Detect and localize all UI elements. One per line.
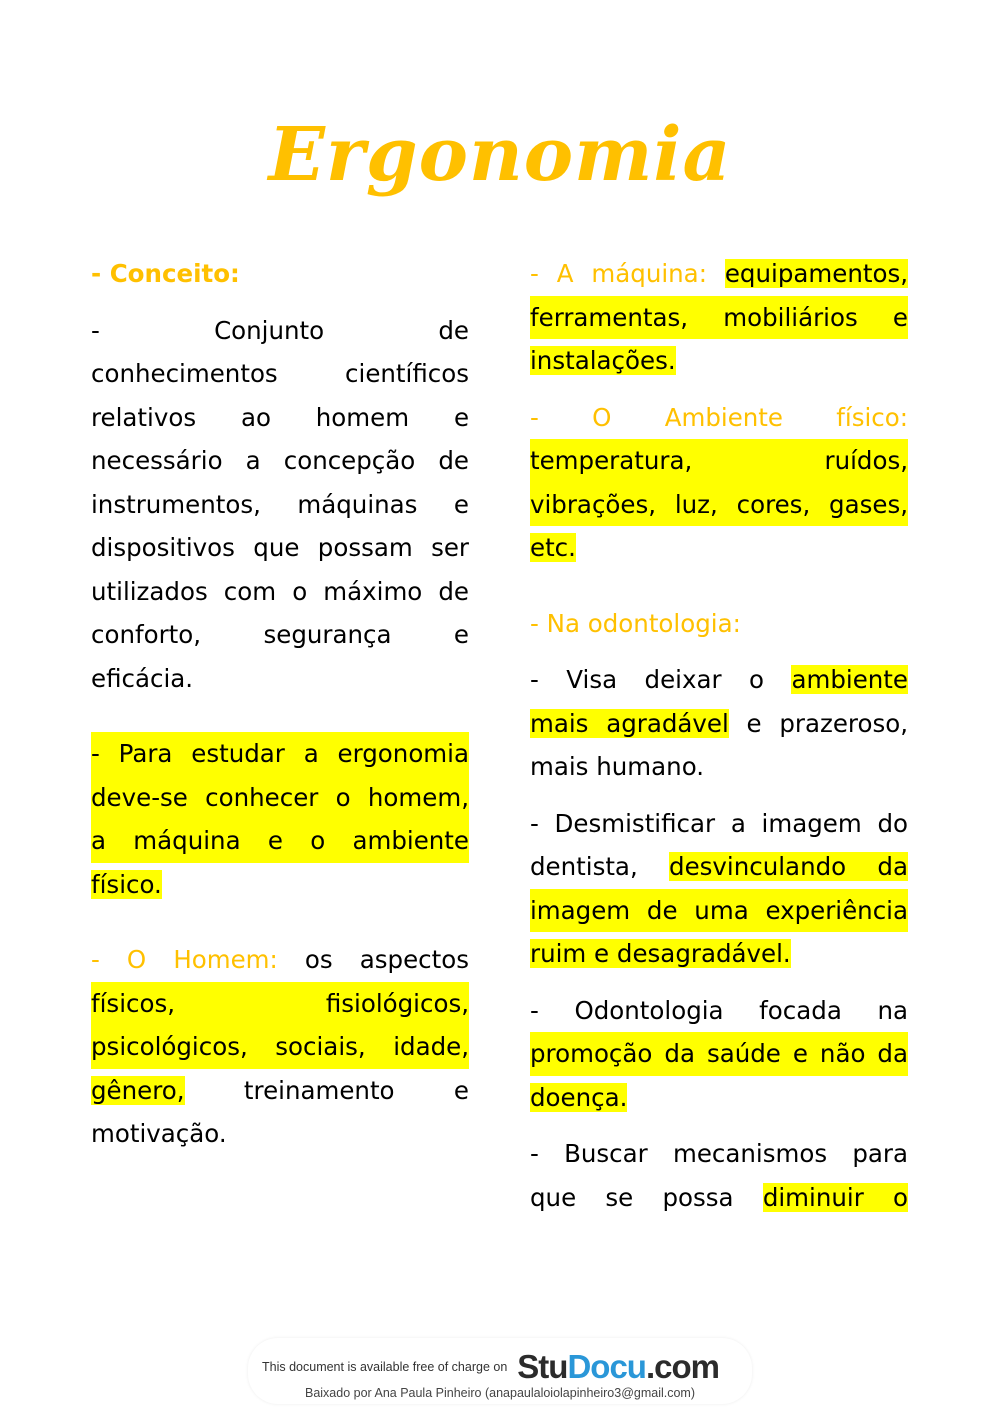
- concept-line: - Conjunto de: [91, 315, 469, 345]
- focada-paragraph: - Odontologia focada na promoção da saúde e não da doença.: [530, 995, 908, 1112]
- concept-line: necessário a concepção de: [91, 446, 469, 475]
- left-column: [91, 252, 469, 1156]
- maquina-paragraph: - A máquina: equipamentos, ferramentas, mobiliários e instalações.: [530, 259, 908, 375]
- section-heading-odontologia: - Na odontologia:: [530, 608, 741, 638]
- homem-line: físicos, fisiológicos,: [91, 982, 469, 1026]
- studocu-logo[interactable]: StuDocu.com: [517, 1348, 719, 1385]
- document-title: Ergonomia: [268, 112, 732, 198]
- visa-paragraph: - Visa deixar o ambiente mais agradável e prazeroso, mais humano.: [530, 665, 908, 781]
- downloaded-by-text: Baixado por Ana Paula Pinheiro (anapaulaloiolapinheiro3@gmail.com): [304, 1386, 695, 1400]
- homem-paragraph: - O Homem: os aspectos físicos, fisiológicos, psicológicos, sociais, idade, gênero, treinamento e motivação.: [91, 938, 469, 1156]
- concept-line: dispositivos que possam ser: [91, 533, 469, 562]
- concept-line: utilizados com o máximo de: [91, 576, 469, 606]
- study-line: a máquina e o ambiente: [91, 819, 469, 863]
- concept-paragraph: [91, 309, 469, 701]
- maquina-label: - A máquina:: [530, 259, 707, 288]
- ambiente-paragraph: - O Ambiente físico: temperatura, ruídos, vibrações, luz, cores, gases, etc.: [530, 396, 908, 570]
- homem-line: psicológicos, sociais, idade,: [91, 1025, 469, 1069]
- concept-line: eficácia.: [91, 663, 194, 693]
- section-heading-conceito: - Conceito:: [91, 259, 240, 288]
- concept-line: conforto, segurança e: [91, 620, 469, 649]
- study-paragraph: [91, 732, 469, 906]
- availability-text: This document is available free of charge on: [262, 1360, 508, 1374]
- homem-line: motivação.: [91, 1119, 227, 1148]
- buscar-paragraph: - Buscar mecanismos para que se possa diminuir o: [530, 1139, 909, 1212]
- concept-line: instrumentos, máquinas e: [91, 489, 469, 519]
- ambiente-label: - O Ambiente físico:: [530, 402, 908, 432]
- right-column: [530, 252, 908, 1219]
- homem-label: - O Homem:: [91, 945, 278, 974]
- desmistificar-paragraph: - Desmistificar a imagem do dentista, desvinculando da imagem de uma experiência ruim e desagradável.: [530, 808, 908, 968]
- study-line: - Para estudar a ergonomia: [91, 732, 469, 776]
- concept-line: conhecimentos científicos: [91, 359, 469, 388]
- study-line: físico.: [91, 869, 162, 899]
- studocu-footer: [248, 1338, 752, 1404]
- concept-line: relativos ao homem e: [91, 402, 470, 432]
- study-line: deve-se conhecer o homem,: [91, 776, 469, 820]
